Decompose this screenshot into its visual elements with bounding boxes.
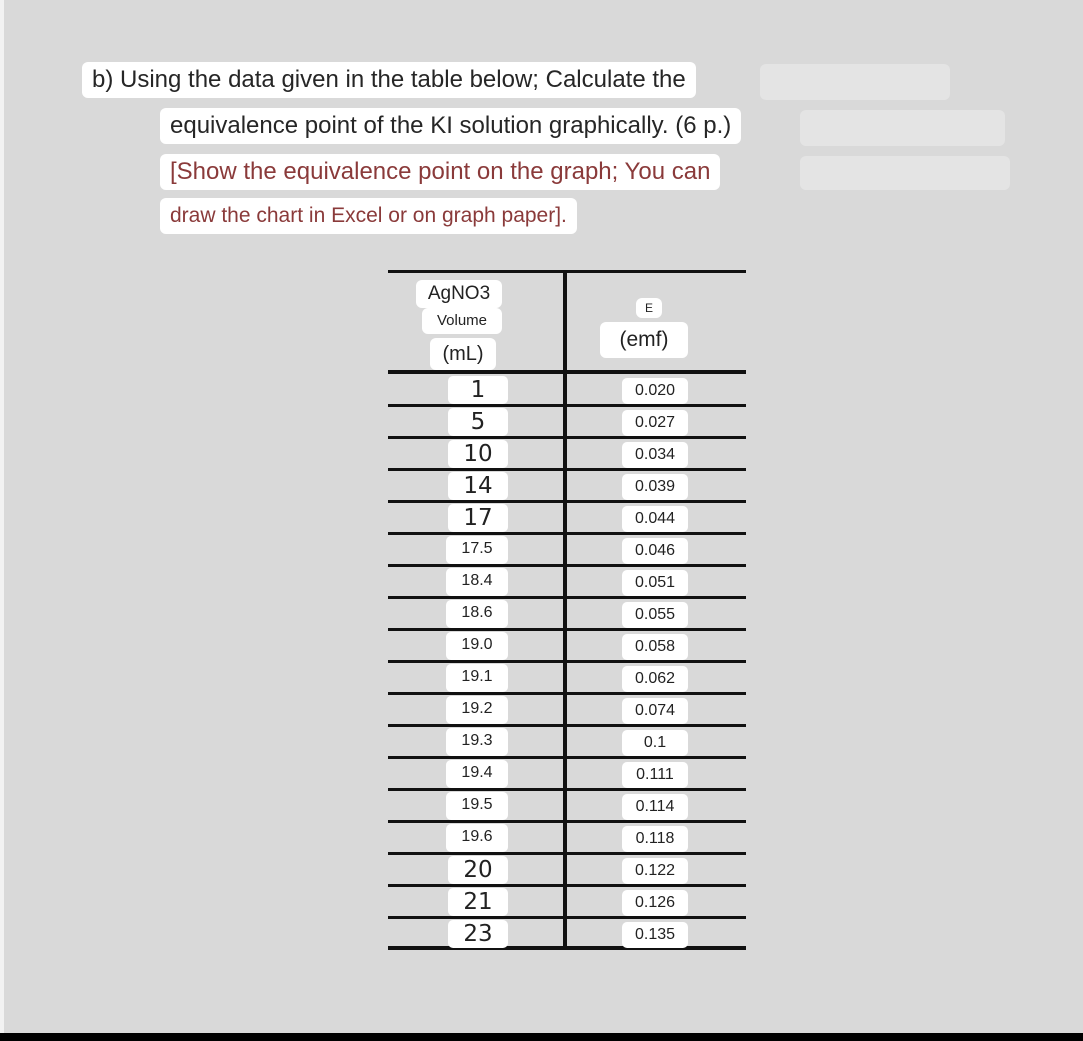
emf-cell: 0.122 (622, 858, 688, 884)
table-row-rule (388, 660, 746, 663)
table-row-rule (388, 756, 746, 759)
header-volume-line2: Volume (422, 308, 502, 334)
table-row-rule (388, 468, 746, 471)
emf-cell: 0.074 (622, 698, 688, 724)
emf-cell: 0.051 (622, 570, 688, 596)
emf-cell: 0.118 (622, 826, 688, 852)
volume-cell: 18.6 (446, 600, 508, 628)
header-volume-unit: (mL) (430, 338, 496, 370)
volume-cell: 23 (448, 920, 508, 948)
header-emf-unit: (emf) (600, 322, 688, 358)
table-row-rule (388, 852, 746, 855)
volume-cell: 19.3 (446, 728, 508, 756)
emf-cell: 0.114 (622, 794, 688, 820)
table-row-rule (388, 884, 746, 887)
emf-cell: 0.135 (622, 922, 688, 948)
volume-cell: 19.5 (446, 792, 508, 820)
volume-cell: 5 (448, 408, 508, 436)
emf-cell: 0.034 (622, 442, 688, 468)
emf-cell: 0.058 (622, 634, 688, 660)
faint-artifact (800, 110, 1005, 146)
volume-cell: 19.4 (446, 760, 508, 788)
volume-cell: 19.1 (446, 664, 508, 692)
table-row-rule (388, 596, 746, 599)
table-row-rule (388, 692, 746, 695)
volume-cell: 19.2 (446, 696, 508, 724)
faint-artifact (800, 156, 1010, 190)
emf-cell: 0.111 (622, 762, 688, 788)
table-row-rule (388, 500, 746, 503)
table-row-rule (388, 404, 746, 407)
volume-cell: 10 (448, 440, 508, 468)
table-row-rule (388, 532, 746, 535)
volume-cell: 1 (448, 376, 508, 404)
header-volume-line1: AgNO3 (416, 280, 502, 308)
volume-cell: 17 (448, 504, 508, 532)
emf-cell: 0.126 (622, 890, 688, 916)
table-row-rule (388, 916, 746, 919)
left-edge (0, 0, 4, 1041)
emf-cell: 0.044 (622, 506, 688, 532)
emf-cell: 0.1 (622, 730, 688, 756)
table-row-rule (388, 946, 746, 950)
volume-cell: 20 (448, 856, 508, 884)
table-row-rule (388, 628, 746, 631)
volume-cell: 14 (448, 472, 508, 500)
question-line-4: draw the chart in Excel or on graph paper]. (160, 198, 577, 234)
question-line-2: equivalence point of the KI solution graphically. (6 p.) (160, 108, 741, 144)
table-row-rule (388, 436, 746, 439)
volume-cell: 18.4 (446, 568, 508, 596)
header-emf-symbol: E (636, 298, 662, 318)
question-line-3: [Show the equivalence point on the graph; You can (160, 154, 720, 190)
table-row-rule (388, 564, 746, 567)
table-row-rule (388, 724, 746, 727)
question-line-1: b) Using the data given in the table below; Calculate the (82, 62, 696, 98)
faint-artifact (760, 64, 950, 100)
table-header-rule (388, 370, 746, 374)
emf-cell: 0.055 (622, 602, 688, 628)
emf-cell: 0.027 (622, 410, 688, 436)
table-row-rule (388, 788, 746, 791)
volume-cell: 21 (448, 888, 508, 916)
table-top-rule (388, 270, 746, 273)
bottom-bar (0, 1033, 1083, 1041)
volume-cell: 19.0 (446, 632, 508, 660)
table-row-rule (388, 820, 746, 823)
volume-cell: 19.6 (446, 824, 508, 852)
volume-cell: 17.5 (446, 536, 508, 564)
emf-cell: 0.020 (622, 378, 688, 404)
emf-cell: 0.039 (622, 474, 688, 500)
emf-cell: 0.062 (622, 666, 688, 692)
emf-cell: 0.046 (622, 538, 688, 564)
